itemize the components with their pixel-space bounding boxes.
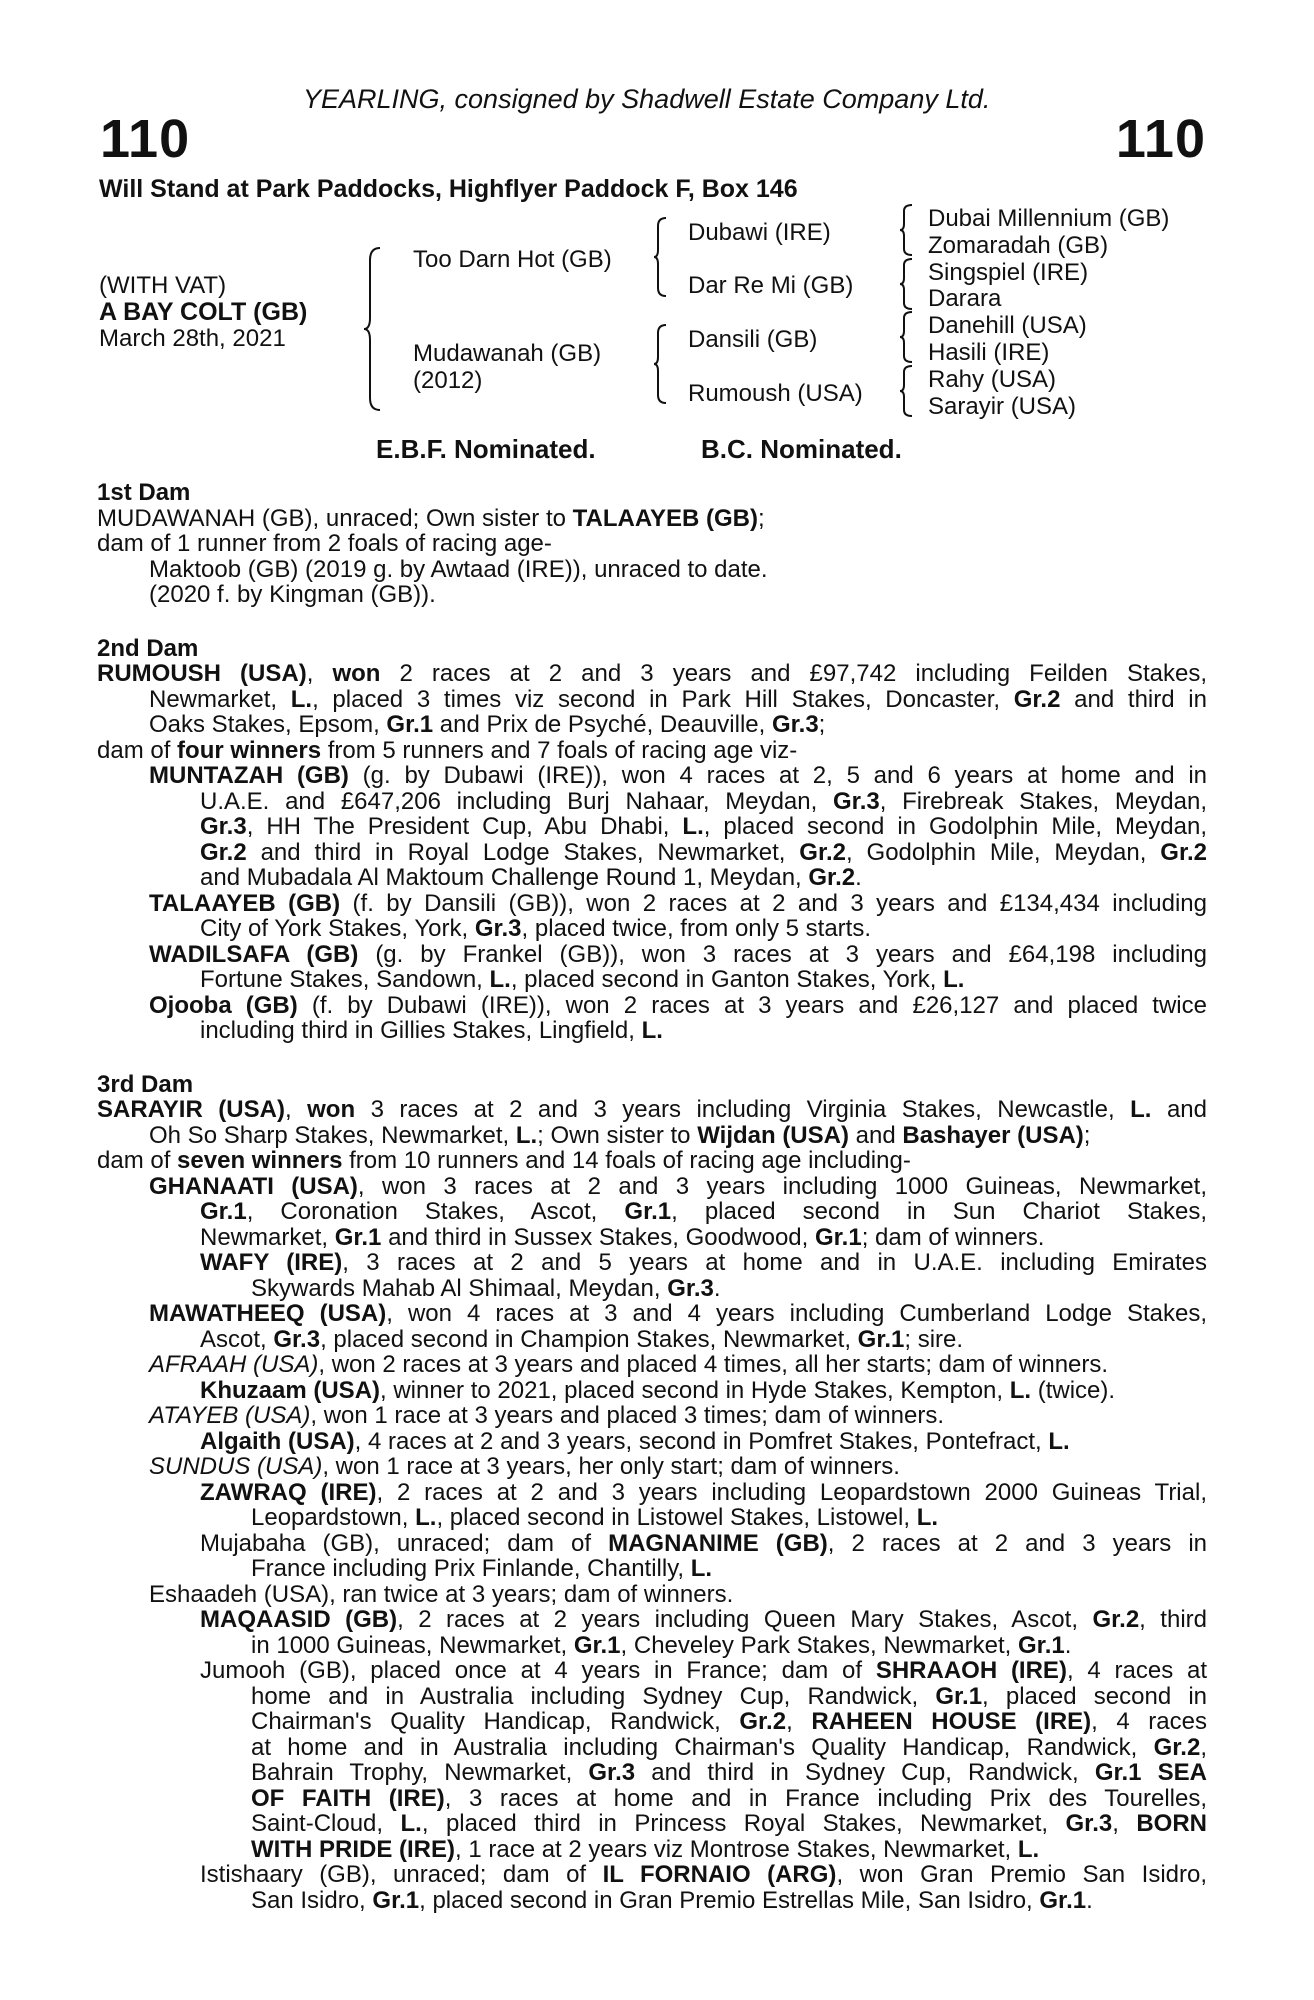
record-line <box>97 1097 1207 1123</box>
record-text: , <box>306 660 333 687</box>
record-line <box>97 738 1207 764</box>
bold-text: Algaith (USA) <box>200 1427 355 1455</box>
record-text: , won 1 race at 3 years, her only start; dam of winners. <box>322 1453 900 1480</box>
bold-text: MAQAASID (GB) <box>200 1606 398 1633</box>
bold-text: Gr.2 <box>1013 685 1061 713</box>
record-text: (twice). <box>1031 1376 1116 1404</box>
record-text: Istishaary (GB), unraced; dam of <box>200 1861 603 1888</box>
bold-text: Gr.1 <box>573 1631 621 1659</box>
bold-text: L. <box>682 813 704 840</box>
pedigree-g3-7: Rahy (USA) <box>928 366 1057 393</box>
record-text: and third in Royal Lodge Stakes, Newmarket, <box>246 838 800 866</box>
record-text: at home and in Australia including Chairman's Quality Handicap, Randwick, <box>251 1733 1154 1761</box>
record-line <box>97 557 1207 583</box>
pedigree-g3-2: Zomaradah (GB) <box>928 232 1109 259</box>
record-text: Oh So Sharp Stakes, Newmarket, <box>149 1121 516 1149</box>
bold-text: four winners <box>177 736 322 764</box>
record-text: dam of 1 runner from 2 foals of racing age- <box>97 530 552 557</box>
bold-text: IL FORNAIO (ARG) <box>602 1861 837 1888</box>
bold-text: L. <box>489 966 511 993</box>
record-text: , won 3 races at 2 and 3 years including 1000 Guineas, Newmarket, <box>357 1172 1207 1200</box>
record-line <box>97 942 1207 968</box>
bold-text: Gr.1 <box>372 1886 420 1914</box>
record-text: in 1000 Guineas, Newmarket, <box>251 1631 574 1659</box>
bold-text: SEA <box>1157 1759 1208 1786</box>
record-text: dam of <box>97 1147 178 1174</box>
record-line <box>97 1607 1207 1633</box>
record-line <box>97 1378 1207 1404</box>
bold-text: won <box>332 660 381 687</box>
record-text: , placed second in Sun Chariot Stakes, <box>671 1198 1208 1225</box>
record-text: and third in Sussex Stakes, Goodwood, <box>381 1223 815 1251</box>
record-line <box>97 1123 1207 1149</box>
record-line <box>97 1225 1207 1251</box>
bold-text: L. <box>1130 1096 1152 1123</box>
record-text: and Prix de Psyché, Deauville, <box>433 711 772 738</box>
bold-text: Gr.1 <box>1018 1631 1065 1659</box>
record-line <box>97 1658 1207 1684</box>
record-text: , Cheveley Park Stakes, Newmarket, <box>620 1631 1019 1659</box>
record-text: France including Prix Finlande, Chantilly, <box>251 1555 691 1582</box>
record-line <box>97 1837 1207 1863</box>
bold-text: WITH PRIDE (IRE) <box>251 1835 455 1863</box>
record-line <box>97 1556 1207 1582</box>
pedigree-g3-1: Dubai Millennium (GB) <box>928 205 1170 232</box>
bold-text: L. <box>1009 1376 1032 1404</box>
dam-section <box>97 480 1207 608</box>
record-line <box>97 993 1207 1019</box>
record-text: and <box>848 1121 903 1149</box>
record-line <box>97 687 1207 713</box>
vat-note: (WITH VAT) <box>99 272 227 299</box>
record-text: Skywards Mahab Al Shimaal, Meydan, <box>251 1274 668 1302</box>
record-text: MUDAWANAH (GB), unraced; Own sister to <box>97 504 573 532</box>
bold-text: Gr.3 <box>474 915 522 942</box>
record-text: Newmarket, <box>200 1223 335 1251</box>
pedigree-g3-8: Sarayir (USA) <box>928 393 1077 420</box>
section-title: 2nd Dam <box>97 634 199 662</box>
section-title: 1st Dam <box>97 479 191 506</box>
bold-text: L. <box>943 966 965 993</box>
italic-text: AFRAAH (USA) <box>149 1351 319 1378</box>
bold-text: L. <box>1017 1835 1040 1863</box>
record-text: , placed second in Gran Premio Estrellas Mile, San Isidro, <box>419 1886 1040 1914</box>
record-text: , 4 races <box>1091 1708 1207 1735</box>
record-line <box>97 1301 1207 1327</box>
record-text: Fortune Stakes, Sandown, <box>200 966 490 993</box>
record-text: , placed twice, from only 5 starts. <box>521 915 871 942</box>
bold-text: L. <box>916 1504 939 1531</box>
record-line <box>97 531 1207 557</box>
bold-text: Gr.2 <box>200 838 247 866</box>
record-line <box>97 1454 1207 1480</box>
record-text: Ascot, <box>200 1325 274 1353</box>
italic-text: SUNDUS (USA) <box>149 1453 323 1480</box>
bold-text: won <box>307 1096 356 1123</box>
record-text: (2020 f. by Kingman (GB)). <box>149 581 436 608</box>
bold-text: Bashayer (USA) <box>902 1121 1084 1149</box>
record-text: . <box>1086 1886 1093 1914</box>
pedigree-brace-main <box>362 246 384 412</box>
record-line <box>97 1888 1207 1914</box>
record-line <box>97 1352 1207 1378</box>
bold-text: L. <box>515 1121 538 1149</box>
record-text: 2 races at 2 and 3 years and £97,742 including Feilden Stakes, <box>380 660 1207 687</box>
bold-text: seven winners <box>177 1147 343 1174</box>
bold-text: Khuzaam (USA) <box>200 1376 381 1404</box>
record-text: , <box>1200 1733 1207 1761</box>
pedigree-brace-ss <box>898 203 916 257</box>
record-text: ; sire. <box>904 1325 964 1353</box>
record-text: from 5 runners and 7 foals of racing age viz- <box>321 736 798 764</box>
bold-text: Gr.2 <box>1160 838 1207 866</box>
pedigree-dam-dam: Rumoush (USA) <box>688 380 863 407</box>
bold-text: Gr.1 <box>1039 1886 1087 1914</box>
record-text: 3 races at 2 and 3 years including Virginia Stakes, Newcastle, <box>355 1096 1131 1123</box>
record-text: , winner to 2021, placed second in Hyde Stakes, Kempton, <box>380 1376 1010 1404</box>
record-text: ; Own sister to <box>537 1121 698 1149</box>
bold-text: Gr.1 <box>624 1198 672 1225</box>
record-text: (f. by Dansili (GB)), won 2 races at 2 and 3 years and £134,434 including <box>340 889 1208 917</box>
record-line <box>97 506 1207 532</box>
bold-text: RAHEEN HOUSE (IRE) <box>811 1708 1092 1735</box>
record-line <box>97 763 1207 789</box>
record-text: Mujabaha (GB), unraced; dam of <box>200 1529 609 1557</box>
bold-text: BORN <box>1136 1810 1207 1837</box>
bold-text: Gr.3 <box>273 1325 321 1353</box>
record-line <box>97 1582 1207 1608</box>
record-text: , <box>284 1096 308 1123</box>
record-line <box>97 1735 1207 1761</box>
horse-name: A BAY COLT (GB) <box>99 298 308 326</box>
bold-text: L. <box>290 685 313 713</box>
bold-text: WADILSAFA (GB) <box>149 940 359 968</box>
bold-text: Gr.3 <box>771 711 819 738</box>
bold-text: Gr.2 <box>799 838 846 866</box>
record-text: , won Gran Premio San Isidro, <box>836 1861 1208 1888</box>
record-text: . <box>1064 1631 1072 1659</box>
record-line <box>97 1403 1207 1429</box>
record-line <box>97 1709 1207 1735</box>
record-line <box>97 1018 1207 1044</box>
record-text: dam of <box>97 736 178 764</box>
bold-text: WAFY (IRE) <box>200 1249 343 1276</box>
record-text: Chairman's Quality Handicap, Randwick, <box>251 1708 740 1735</box>
record-text <box>1142 1759 1158 1786</box>
record-line <box>97 967 1207 993</box>
record-line <box>97 1276 1207 1302</box>
foaling-date: March 28th, 2021 <box>99 325 286 352</box>
record-line <box>97 789 1207 815</box>
bold-text: SHRAAOH (IRE) <box>875 1657 1067 1684</box>
bold-text: Ojooba (GB) <box>149 991 298 1019</box>
record-text: Oaks Stakes, Epsom, <box>149 711 387 738</box>
record-line <box>97 1480 1207 1506</box>
pedigree-brace-dam <box>652 323 670 405</box>
record-text: , 4 races at <box>1066 1657 1207 1684</box>
bold-text: Gr.1 <box>386 711 434 738</box>
record-text: , HH The President Cup, Abu Dhabi, <box>246 813 683 840</box>
lot-number-right: 110 <box>1115 109 1206 169</box>
record-text: , <box>1112 1810 1137 1837</box>
record-line <box>97 1786 1207 1812</box>
record-line <box>97 1148 1207 1174</box>
pedigree-g3-3: Singspiel (IRE) <box>928 259 1089 286</box>
record-text: and Mubadala Al Maktoum Challenge Round 1, Meydan, <box>200 864 809 891</box>
record-text: from 10 runners and 14 foals of racing age including- <box>342 1147 911 1174</box>
bold-text: Gr.3 <box>588 1759 636 1786</box>
bold-text: ZAWRAQ (IRE) <box>200 1478 377 1506</box>
bold-text: Gr.1 <box>857 1325 905 1353</box>
dam-section <box>97 636 1207 1044</box>
bold-text: Gr.1 <box>935 1682 983 1710</box>
bold-text: TALAAYEB (GB) <box>149 889 341 917</box>
pedigree-g3-4: Darara <box>928 285 1002 312</box>
bold-text: GHANAATI (USA) <box>149 1172 358 1200</box>
pedigree-brace-sd <box>898 257 916 311</box>
record-text: , Firebreak Stakes, Meydan, <box>879 787 1207 815</box>
pedigree-dam-sire: Dansili (GB) <box>688 326 818 353</box>
record-line <box>97 1429 1207 1455</box>
bold-text: Gr.3 <box>200 813 247 840</box>
record-line <box>97 1199 1207 1225</box>
record-text: , 2 races at 2 and 3 years in <box>827 1529 1208 1557</box>
record-text: , Coronation Stakes, Ascot, <box>246 1198 625 1225</box>
stabling-location: Will Stand at Park Paddocks, Highflyer Paddock F, Box 146 <box>99 175 798 203</box>
pedigree-sire-sire: Dubawi (IRE) <box>688 219 831 246</box>
bold-text: L. <box>1048 1427 1070 1455</box>
record-text: City of York Stakes, York, <box>200 915 475 942</box>
pedigree-sire: Too Darn Hot (GB) <box>413 246 612 273</box>
record-text: , 2 races at 2 and 3 years including Leopardstown 2000 Guineas Trial, <box>376 1478 1207 1506</box>
pedigree-g3-6: Hasili (IRE) <box>928 339 1050 366</box>
record-text: Newmarket, <box>149 685 291 713</box>
record-text: , 1 race at 2 years viz Montrose Stakes, Newmarket, <box>455 1835 1018 1863</box>
record-text: , placed third in Princess Royal Stakes, Newmarket, <box>421 1810 1066 1837</box>
bold-text: Gr.1 <box>1094 1759 1142 1786</box>
bold-text: TALAAYEB (GB) <box>572 504 758 532</box>
record-text: ; dam of winners. <box>861 1223 1045 1251</box>
record-text: , placed second in Ganton Stakes, York, <box>510 966 944 993</box>
bold-text: Gr.1 <box>815 1223 862 1251</box>
record-text: , placed second in Godolphin Mile, Meydan, <box>703 813 1207 840</box>
record-line <box>97 1327 1207 1353</box>
record-text: Maktoob (GB) (2019 g. by Awtaad (IRE)), unraced to date. <box>149 555 768 583</box>
record-text: , <box>786 1708 812 1735</box>
record-text: . <box>713 1274 721 1302</box>
bold-text: Gr.1 <box>200 1198 247 1225</box>
bold-text: RUMOUSH (USA) <box>97 660 307 687</box>
record-line <box>97 891 1207 917</box>
bold-text: Gr.2 <box>808 864 856 891</box>
italic-text: ATAYEB (USA) <box>149 1402 311 1429</box>
catalogue-heading: YEARLING, consigned by Shadwell Estate Company Ltd. <box>303 84 991 114</box>
record-text: Leopardstown, <box>251 1504 416 1531</box>
dam-sections <box>97 480 1207 1913</box>
record-text: U.A.E. and £647,206 including Burj Nahaar, Meydan, <box>200 787 834 815</box>
bc-nomination: B.C. Nominated. <box>701 434 902 464</box>
record-text: ; <box>758 504 765 532</box>
record-text: Bahrain Trophy, Newmarket, <box>251 1759 589 1786</box>
record-text: ; <box>1083 1121 1091 1149</box>
record-text: , placed second in <box>982 1682 1208 1710</box>
record-text: San Isidro, <box>251 1886 373 1914</box>
record-line <box>97 840 1207 866</box>
record-text: including third in Gillies Stakes, Lingfield, <box>200 1017 642 1044</box>
record-line <box>97 1633 1207 1659</box>
record-text: , placed 3 times viz second in Park Hill Stakes, Doncaster, <box>312 685 1014 713</box>
record-text: , 3 races at 2 and 5 years at home and in U.A.E. including Emirates <box>342 1249 1207 1276</box>
record-text: , placed second in Listowel Stakes, Listowel, <box>436 1504 917 1531</box>
bold-text: SARAYIR (USA) <box>97 1096 285 1123</box>
bold-text: L. <box>400 1810 422 1837</box>
dam-section <box>97 1072 1207 1914</box>
record-text: home and in Australia including Sydney Cup, Randwick, <box>251 1682 936 1710</box>
pedigree-g3-5: Danehill (USA) <box>928 312 1087 339</box>
record-line <box>97 1811 1207 1837</box>
record-text: and third in Sydney Cup, Randwick, <box>635 1759 1095 1786</box>
pedigree-dam: Mudawanah (GB) <box>413 340 602 367</box>
record-text: , won 2 races at 3 years and placed 4 times, all her starts; dam of winners. <box>318 1351 1109 1378</box>
record-line <box>97 1760 1207 1786</box>
record-line <box>97 1505 1207 1531</box>
record-line <box>97 865 1207 891</box>
pedigree-dam-year: (2012) <box>413 367 483 394</box>
bold-text: MUNTAZAH (GB) <box>149 762 349 789</box>
record-text: , won 1 race at 3 years and placed 3 times; dam of winners. <box>310 1402 945 1429</box>
bold-text: MAGNANIME (GB) <box>608 1529 828 1557</box>
bold-text: Gr.3 <box>833 787 880 815</box>
record-line <box>97 712 1207 738</box>
bold-text: Gr.2 <box>1153 1733 1201 1761</box>
record-text: (g. by Dubawi (IRE)), won 4 races at 2, 5 and 6 years at home and in <box>348 762 1208 789</box>
bold-text: Wijdan (USA) <box>697 1121 849 1149</box>
bold-text: Gr.2 <box>1092 1606 1140 1633</box>
record-text: , 4 races at 2 and 3 years, second in Pomfret Stakes, Pontefract, <box>354 1427 1049 1455</box>
bold-text: Gr.3 <box>667 1274 714 1302</box>
record-text: , 2 races at 2 years including Queen Mary Stakes, Ascot, <box>397 1606 1093 1633</box>
record-text: , Godolphin Mile, Meydan, <box>845 838 1161 866</box>
record-line <box>97 1531 1207 1557</box>
bold-text: Gr.1 <box>334 1223 382 1251</box>
record-text: Jumooh (GB), placed once at 4 years in France; dam of <box>200 1657 876 1684</box>
lot-number-left: 110 <box>100 109 191 169</box>
bold-text: L. <box>641 1017 663 1044</box>
bold-text: L. <box>415 1504 437 1531</box>
pedigree-brace-sire <box>652 216 670 298</box>
record-text: , third <box>1139 1606 1207 1633</box>
record-line <box>97 1684 1207 1710</box>
record-line <box>97 814 1207 840</box>
record-text: Saint-Cloud, <box>251 1810 401 1837</box>
pedigree-sire-dam: Dar Re Mi (GB) <box>688 272 854 299</box>
record-line <box>97 916 1207 942</box>
ebf-nomination: E.B.F. Nominated. <box>376 434 596 464</box>
record-text: Eshaadeh (USA), ran twice at 3 years; dam of winners. <box>149 1580 734 1608</box>
pedigree-brace-ds <box>898 310 916 364</box>
record-line <box>97 1862 1207 1888</box>
record-text: (f. by Dubawi (IRE)), won 2 races at 3 years and £26,127 and placed twice <box>297 991 1207 1019</box>
record-text: , 3 races at home and in France including Prix des Tourelles, <box>444 1784 1208 1812</box>
record-text: and <box>1151 1096 1207 1123</box>
bold-text: OF FAITH (IRE) <box>251 1784 445 1812</box>
record-text: ; <box>818 711 826 738</box>
bold-text: Gr.3 <box>1065 1810 1113 1837</box>
record-line <box>97 1174 1207 1200</box>
record-text: . <box>855 864 862 891</box>
record-line <box>97 661 1207 687</box>
record-text: (g. by Frankel (GB)), won 3 races at 3 years and £64,198 including <box>358 940 1208 968</box>
record-text: , won 4 races at 3 and 4 years including Cumberland Lodge Stakes, <box>386 1300 1207 1327</box>
bold-text: Gr.2 <box>739 1708 787 1735</box>
section-title: 3rd Dam <box>97 1070 194 1098</box>
record-text: , placed second in Champion Stakes, Newmarket, <box>320 1325 858 1353</box>
record-line <box>97 1250 1207 1276</box>
bold-text: L. <box>690 1555 713 1582</box>
record-text: and third in <box>1060 685 1207 713</box>
record-line <box>97 582 1207 608</box>
pedigree-brace-dd <box>898 364 916 418</box>
bold-text: MAWATHEEQ (USA) <box>149 1300 387 1327</box>
